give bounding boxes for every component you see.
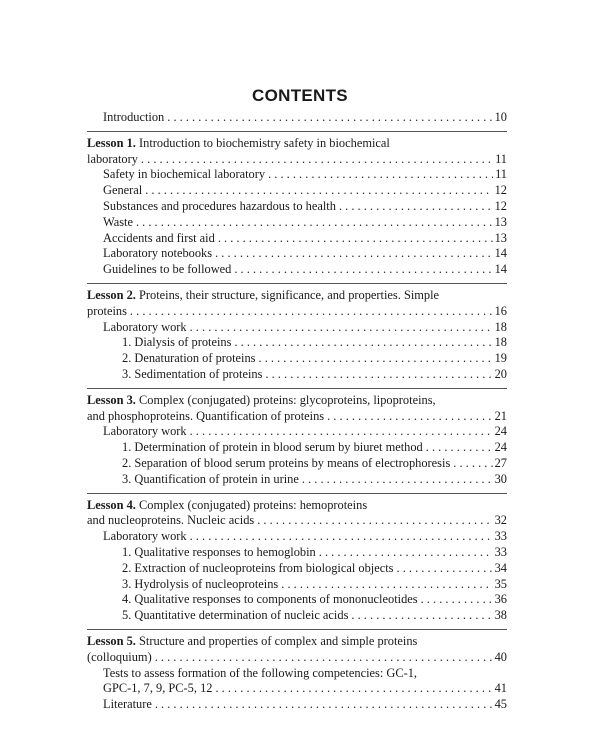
toc-entry-page: 14 xyxy=(494,246,507,261)
toc-entry[interactable] xyxy=(87,367,507,383)
dot-leader xyxy=(164,110,493,126)
dot-leader xyxy=(418,592,493,608)
toc-entry-label: Tests to assess formation of the following competencies: GC-1, xyxy=(103,665,418,680)
toc-entry-label: 2. Extraction of nucleoproteins from biological objects xyxy=(122,560,394,575)
dot-leader xyxy=(152,697,493,713)
lesson-title-line1: Complex (conjugated) proteins: hemoproteins xyxy=(139,497,368,512)
toc-entry[interactable] xyxy=(87,351,507,367)
toc-entry[interactable] xyxy=(87,320,507,336)
lesson-heading-2[interactable] xyxy=(87,288,507,304)
dot-leader xyxy=(299,472,493,488)
lesson-title-line1: Complex (conjugated) proteins: glycoproteins, lipoproteins, xyxy=(139,392,436,407)
toc-entry-page: 24 xyxy=(494,440,507,455)
toc-entry-label: 5. Quantitative determination of nucleic acids xyxy=(122,608,349,623)
dot-leader xyxy=(278,577,493,593)
lesson-page: 16 xyxy=(494,303,507,318)
toc-entry-label: Guidelines to be followed xyxy=(103,262,232,277)
lesson-title-line1: Proteins, their structure, significance, and properties. Simple xyxy=(139,287,440,302)
toc-entry[interactable] xyxy=(87,456,507,472)
lesson-heading-4[interactable] xyxy=(87,498,507,514)
toc-entry-page: 35 xyxy=(494,576,507,591)
toc-entry-label: 4. Qualitative responses to components of mononucleotides xyxy=(122,592,418,607)
lessons-list xyxy=(87,131,507,713)
toc-entry[interactable] xyxy=(87,681,507,697)
toc-entry-page: 38 xyxy=(494,608,507,623)
lesson-heading-line2[interactable] xyxy=(87,409,507,425)
toc-entry-label: Accidents and first aid xyxy=(103,230,215,245)
lesson-title-line2: and phosphoproteins. Quantification of proteins xyxy=(87,408,325,423)
toc-entry[interactable] xyxy=(87,577,507,593)
toc-entry-line1[interactable] xyxy=(87,666,507,682)
toc-entry-label: 3. Hydrolysis of nucleoproteins xyxy=(122,576,279,591)
toc-entry-label: 1. Qualitative responses to hemoglobin xyxy=(122,544,316,559)
dot-leader xyxy=(348,608,493,624)
toc-entry-label: Introduction xyxy=(103,110,165,124)
toc-entry-page: 24 xyxy=(494,424,507,439)
dot-leader xyxy=(231,335,493,351)
lesson-heading-line2[interactable] xyxy=(87,650,507,666)
lesson-title-line1: Introduction to biochemistry safety in biochemical xyxy=(139,135,390,150)
toc-entry[interactable] xyxy=(87,167,507,183)
dot-leader xyxy=(423,440,493,456)
toc-entry-label: General xyxy=(103,183,143,198)
toc-entry-page: 12 xyxy=(494,183,507,198)
toc-entry[interactable] xyxy=(87,440,507,456)
toc-entry[interactable] xyxy=(87,262,507,278)
toc-entry-page: 33 xyxy=(494,544,507,559)
toc-entry-page: 12 xyxy=(494,198,507,213)
toc-entry[interactable] xyxy=(87,697,507,713)
dot-leader xyxy=(187,529,493,545)
toc-entry[interactable] xyxy=(87,529,507,545)
toc-entry-page: 19 xyxy=(494,351,507,366)
lesson-page: 11 xyxy=(495,151,507,166)
toc-entry-page: 18 xyxy=(494,335,507,350)
dot-leader xyxy=(152,650,493,666)
lesson-title-line2: laboratory xyxy=(87,151,138,166)
toc-entry-page: 13 xyxy=(494,214,507,229)
toc-entry-label: 2. Separation of blood serum proteins by means of electrophoresis xyxy=(122,455,451,470)
toc-entry-page: 36 xyxy=(494,592,507,607)
lesson-number: Lesson 5. xyxy=(87,633,136,648)
toc-entry[interactable] xyxy=(87,199,507,215)
table-of-contents xyxy=(87,110,507,713)
lesson-heading-3[interactable] xyxy=(87,393,507,409)
lesson-title-line1: Structure and properties of complex and simple proteins xyxy=(139,633,418,648)
toc-entry-page: 18 xyxy=(494,319,507,334)
toc-entry-label: 1. Dialysis of proteins xyxy=(122,335,232,350)
toc-entry[interactable] xyxy=(87,472,507,488)
lesson-page: 40 xyxy=(494,649,507,664)
dot-leader xyxy=(187,320,493,336)
toc-entry[interactable] xyxy=(87,545,507,561)
section-divider xyxy=(87,388,507,389)
toc-entry-label: 3. Quantification of protein in urine xyxy=(122,471,299,486)
dot-leader xyxy=(256,351,493,367)
section-divider xyxy=(87,283,507,284)
lesson-heading-line2[interactable] xyxy=(87,304,507,320)
lesson-heading-5[interactable] xyxy=(87,634,507,650)
dot-leader xyxy=(262,367,493,383)
toc-entry-label: Waste xyxy=(103,214,133,229)
toc-entry-label: Laboratory work xyxy=(103,529,187,544)
toc-entry[interactable] xyxy=(87,231,507,247)
dot-leader xyxy=(450,456,493,472)
toc-entry[interactable] xyxy=(87,424,507,440)
dot-leader xyxy=(138,152,493,168)
toc-entry-label: Literature xyxy=(103,697,152,712)
lesson-title-line2: (colloquium) xyxy=(87,649,152,664)
toc-entry[interactable] xyxy=(87,335,507,351)
toc-entry-label: Laboratory work xyxy=(103,424,187,439)
toc-entry-page: 41 xyxy=(494,681,507,696)
dot-leader xyxy=(187,424,493,440)
toc-entry-page: 33 xyxy=(494,529,507,544)
lesson-heading-line2[interactable] xyxy=(87,152,507,168)
page-title: CONTENTS xyxy=(252,86,348,105)
toc-entry-page: 45 xyxy=(494,697,507,712)
toc-entry-page: 13 xyxy=(494,230,507,245)
toc-entry-label: 2. Denaturation of proteins xyxy=(122,351,256,366)
toc-entry-label: Laboratory notebooks xyxy=(103,246,213,261)
section-divider xyxy=(87,131,507,132)
lesson-title-line2: and nucleoproteins. Nucleic acids xyxy=(87,513,255,528)
lesson-number: Lesson 3. xyxy=(87,392,136,407)
dot-leader xyxy=(212,681,493,697)
section-divider xyxy=(87,629,507,630)
dot-leader xyxy=(142,183,493,199)
toc-entry-page: 11 xyxy=(495,167,507,182)
toc-entry[interactable] xyxy=(87,592,507,608)
toc-entry[interactable] xyxy=(87,561,507,577)
dot-leader xyxy=(254,513,493,529)
dot-leader xyxy=(215,231,493,247)
lesson-title-line2: proteins xyxy=(87,303,127,318)
toc-entry-label: Safety in biochemical laboratory xyxy=(103,167,266,182)
lesson-heading-1[interactable] xyxy=(87,136,507,152)
toc-entry-page: 27 xyxy=(494,455,507,470)
toc-entry-page: 10 xyxy=(494,110,507,124)
dot-leader xyxy=(231,262,493,278)
dot-leader xyxy=(133,215,493,231)
lesson-page: 21 xyxy=(494,408,507,423)
section-divider xyxy=(87,493,507,494)
dot-leader xyxy=(394,561,494,577)
dot-leader xyxy=(336,199,493,215)
lesson-number: Lesson 1. xyxy=(87,135,136,150)
toc-entry[interactable] xyxy=(87,246,507,262)
toc-entry-page: 34 xyxy=(494,560,507,575)
toc-entry-label: 1. Determination of protein in blood serum by biuret method xyxy=(122,440,423,455)
dot-leader xyxy=(316,545,493,561)
toc-entry-page: 30 xyxy=(494,471,507,486)
dot-leader xyxy=(127,304,493,320)
toc-entry-label: 3. Sedimentation of proteins xyxy=(122,366,263,381)
toc-entry[interactable] xyxy=(87,608,507,624)
dot-leader xyxy=(324,409,493,425)
toc-entry-label: Laboratory work xyxy=(103,319,187,334)
toc-entry-page: 20 xyxy=(494,366,507,381)
lesson-heading-line2[interactable] xyxy=(87,513,507,529)
toc-entry[interactable] xyxy=(87,215,507,231)
toc-entry-label: Substances and procedures hazardous to health xyxy=(103,198,336,213)
toc-entry-page: 14 xyxy=(494,262,507,277)
lesson-number: Lesson 4. xyxy=(87,497,136,512)
toc-entry[interactable] xyxy=(87,183,507,199)
toc-entry-introduction[interactable] xyxy=(87,110,507,126)
dot-leader xyxy=(212,246,493,262)
toc-entry-label-line2: GPC-1, 7, 9, PC-5, 12 xyxy=(103,681,213,696)
lesson-number: Lesson 2. xyxy=(87,287,136,302)
lesson-page: 32 xyxy=(494,513,507,528)
dot-leader xyxy=(265,167,493,183)
